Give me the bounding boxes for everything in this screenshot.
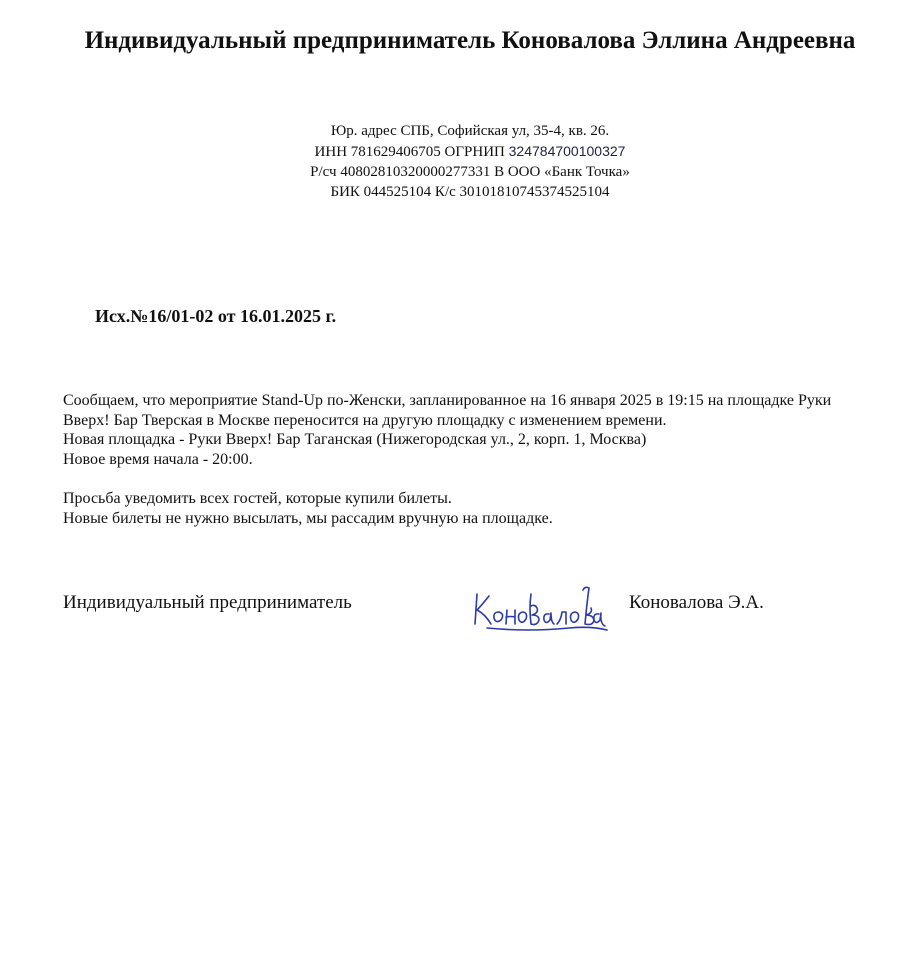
signature-block <box>63 580 823 640</box>
ogrnip-number: 324784700100327 <box>508 143 626 159</box>
handwritten-signature-icon <box>469 580 609 636</box>
company-requisites <box>200 121 740 202</box>
inn-ogrnip-prefix: ИНН 781629406705 ОГРНИП <box>314 144 509 160</box>
body-paragraph-announcement: Сообщаем, что мероприятие Stand-Up по-Женски, запланированное на 16 января 2025 в 19:15 на площадке Руки Вверх! Бар Тверская в Москве переносится на другую площадку с изменением времени. <box>63 392 832 429</box>
signatory-role: Индивидуальный предприниматель <box>63 592 352 613</box>
body-tickets: Новые билеты не нужно высылать, мы рассадим вручную на площадке. <box>63 509 553 527</box>
bik-line: БИК 044525104 К/с 30101810745374525104 <box>330 184 610 200</box>
document-header-title: Индивидуальный предприниматель Коновалова Эллина Андреевна <box>84 27 856 54</box>
outgoing-number: Исх.№16/01-02 от 16.01.2025 г. <box>95 306 337 326</box>
body-new-venue: Новая площадка - Руки Вверх! Бар Таганская (Нижегородская ул., 2, корп. 1, Москва) <box>63 431 647 448</box>
body-request: Просьба уведомить всех гостей, которые купили билеты. <box>63 490 452 507</box>
signatory-name: Коновалова Э.А. <box>629 592 764 613</box>
inn-ogrnip-line <box>200 141 740 162</box>
paragraph-gap <box>63 469 863 489</box>
body-new-time: Новое время начала - 20:00. <box>63 450 253 468</box>
legal-address: Юр. адрес СПБ, Софийская ул, 35-4, кв. 26. <box>330 123 610 139</box>
bank-account-line: Р/сч 40802810320000277331 В ООО «Банк Точка» <box>310 164 630 180</box>
letter-body <box>63 391 863 528</box>
